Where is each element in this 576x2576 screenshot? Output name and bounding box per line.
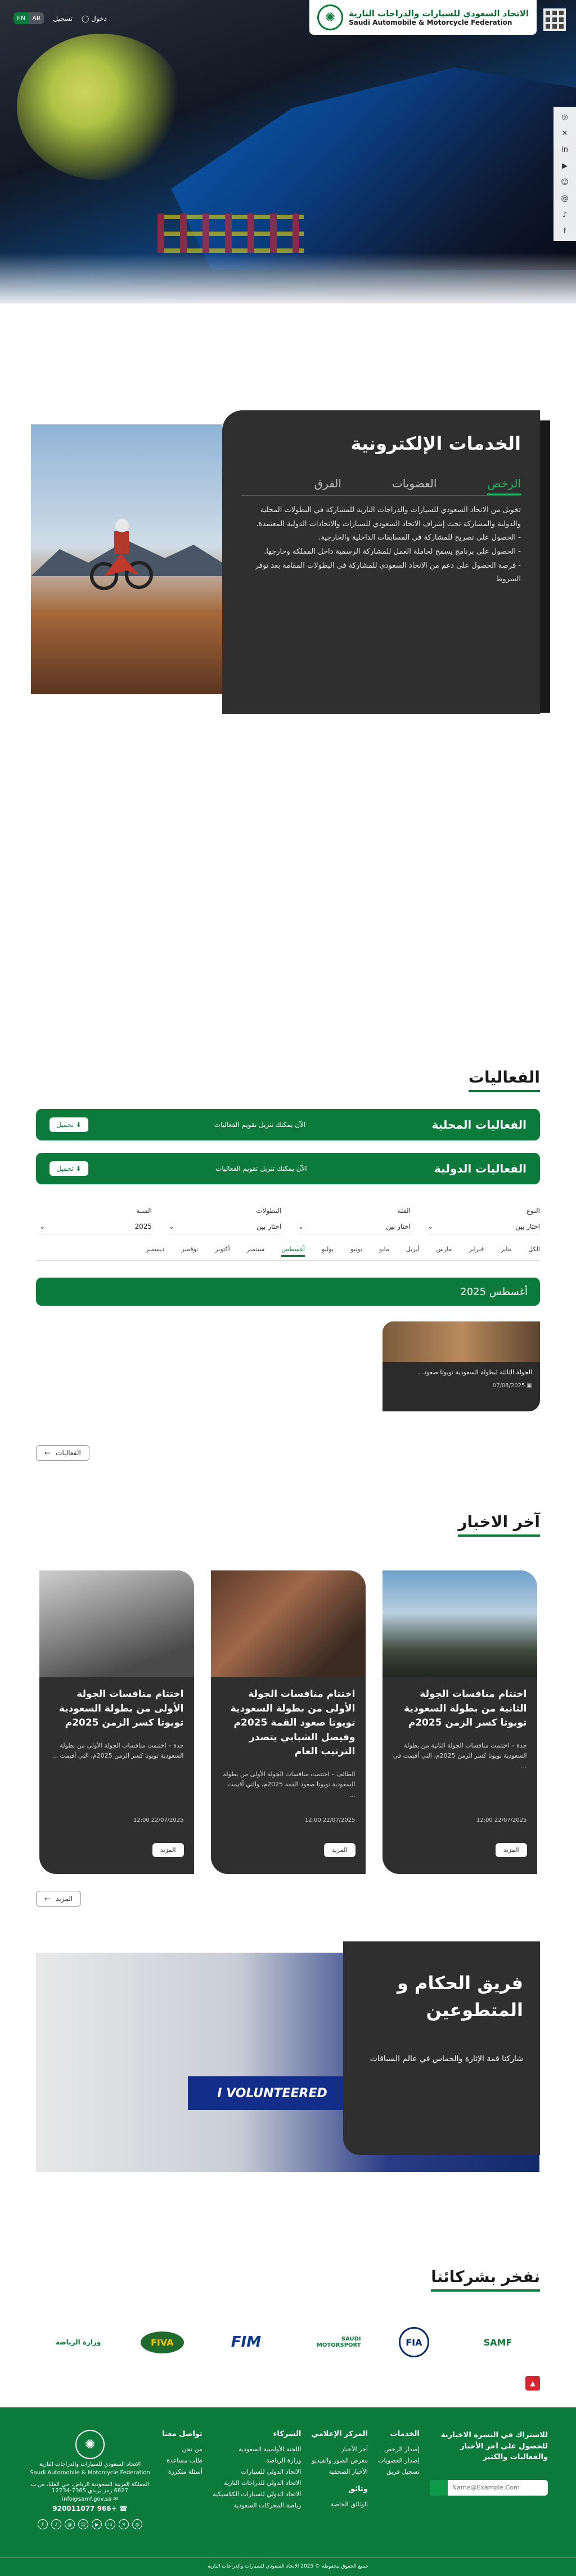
month-tabs [36,1246,540,1261]
filter-category: الفئة اختار بين ⌄ [298,1207,411,1234]
news-more-button[interactable]: المزيد ← [36,1891,81,1907]
user-icon: ◯ [81,14,92,22]
local-events-title: الفعاليات المحلية [431,1118,526,1131]
news-card-image [382,1570,537,1677]
news-card-title: اختتام منافسات الجولة الأولى من بطولة السعودية تويوتا كسر الزمن 2025م [58,1688,184,1728]
chevron-down-icon: ⌄ [169,1223,175,1230]
volunteers-title: فريق الحكام و المتطوعين [397,1972,523,2021]
hero-banner [0,0,576,304]
eservices-card [222,410,540,714]
tab-memberships[interactable]: العضويات [392,477,437,490]
logo-text-en: Saudi Automobile & Motorcycle Federation [349,19,512,26]
chevron-down-icon: ⌄ [428,1223,434,1230]
news-read-more-button[interactable]: المزيد [324,1843,356,1857]
footer-logo-block [28,2430,152,2529]
hero-pixel-pattern [158,214,304,253]
event-card-image [382,1321,540,1362]
instagram-icon[interactable]: ◎ [132,2519,142,2529]
youtube-icon[interactable]: ▶ [92,2519,102,2529]
footer-email[interactable]: ✉ info@samf.gov.sa [62,2496,118,2502]
tiktok-icon[interactable]: ♪ [562,210,568,219]
linkedin-icon[interactable]: in [105,2519,115,2529]
month-tab[interactable]: مارس [436,1246,452,1253]
linkedin-icon[interactable]: in [561,145,568,154]
news-card-date: 12:00 22/07/2025 [304,1817,356,1823]
eservices-bullet: - فرصة الحصول على دعم من الاتحاد السعودي للمشاركة في البطولات المقامة بعد توفر الشروط [255,561,521,584]
event-card-date: ▣ 07/08/2025 [492,1383,532,1389]
intl-events-title: الفعاليات الدولية [434,1162,526,1175]
register-link[interactable]: تسجيل [53,14,73,22]
events-title: الفعاليات [469,1068,540,1092]
event-card-title: الجولة الثالثة لبطولة السعودية تويوتا صعود... [418,1369,532,1376]
footer-social [38,2519,142,2529]
partner-saudi-motorsport-logo[interactable]: SAUDI MOTORSPORT [317,2336,361,2348]
eservices-bullet: - الحصول على برنامج يسمح لحاملة العمل للمشاركة الرسمية داخل المملكة وخارجها. [264,547,521,556]
month-tab[interactable]: سبتمبر [246,1246,265,1253]
eservices-section [0,304,576,753]
partner-fiva-logo[interactable]: FIVA [131,2325,193,2359]
month-tab[interactable]: مايو [379,1246,389,1253]
chevron-down-icon: ⌄ [39,1223,46,1230]
snapchat-icon[interactable]: ☺ [561,178,569,187]
news-section [0,1513,576,1903]
social-rail [554,107,576,241]
footer-link[interactable]: الوثائق الخاصة [330,2501,368,2508]
news-card-date: 12:00 22/07/2025 [476,1817,527,1823]
footer-link[interactable]: اللجنة الأولمبية السعودية [238,2446,302,2453]
month-tab[interactable]: ديسمبر [145,1246,165,1253]
footer-logo-en: Saudi Automobile & Motorcycle Federation [30,2470,150,2476]
tiktok-icon[interactable]: ♪ [51,2519,61,2529]
lang-en[interactable]: EN [14,12,29,24]
type-select[interactable]: اختار بين ⌄ [428,1219,540,1234]
month-tab[interactable]: أكتوبر [215,1246,230,1253]
category-select[interactable]: اختار بين ⌄ [298,1219,411,1234]
partner-ministry-sport-logo[interactable]: وزارة الرياضة [55,2338,101,2346]
month-tab[interactable]: يوليو [321,1246,334,1253]
youtube-icon[interactable]: ▶ [562,161,568,170]
events-section [0,1068,576,1457]
eservices-tabs [241,477,521,496]
footer-link[interactable]: من نحن [182,2446,202,2453]
month-tab[interactable]: فبراير [469,1246,484,1253]
footer-logo-ar: الاتحاد السعودي للسيارات والدراجات النارية [39,2461,141,2468]
instagram-icon[interactable]: ◎ [561,112,568,121]
news-card-title: اختتام منافسات الجولة الأولى من بطولة السعودية تويوتا صعود القمة 2025م وفيصل الشبابي يتصدر الترتيب العام [230,1688,356,1757]
year-select[interactable]: 2025 ⌄ [39,1219,152,1234]
calendar-hint: الآن يمكنك تنزيل تقويم الفعاليات [215,1165,307,1172]
local-events-bar [36,1109,540,1140]
newsletter-title: للاشتراك في النشرة الاخبارية للحصول على آخر الأخبار والفعاليات والكثير [440,2431,548,2461]
footer-partners: الشركاء اللجنة الأولمبية السعودية وزارة الرياضة الاتحاد الدولي للسيارات الاتحاد الدولي للدراجات النارية الاتحاد الدولي للسيارات الكلاسيكية رياضة المحركات السعودية [213,2430,302,2509]
federation-emblem-icon: ✺ [317,4,343,30]
calendar-hint: الآن يمكنك تنزيل تقويم الفعاليات [214,1121,306,1129]
footer-media: المركز الإعلامي آخر الأخبار معرض الصور والفيديو الأخبار الصحفية وثائق الوثائق الخاصة [311,2430,368,2508]
footer-link[interactable]: إصدار الرخص [384,2446,420,2453]
menu-grid-button[interactable] [543,8,566,31]
partner-logos [36,2325,540,2359]
partner-fia-logo[interactable]: FIA [383,2325,445,2359]
chevron-down-icon: ⌄ [298,1223,304,1230]
footer-phone[interactable]: ☎ +966 920011077 [52,2505,128,2512]
footer-link[interactable]: الاتحاد الدولي للسيارات [241,2468,302,2475]
threads-icon[interactable]: @ [561,194,569,203]
events-more-button[interactable]: الفعاليات ← [36,1445,89,1461]
news-card-body: جدة – اختتمت منافسات الجولة الأولى من بطولة السعودية تويوتا كسر الزمن 2025م، التي أقيمت ... [52,1741,184,1760]
footer-link[interactable]: آخر الأخبار [341,2446,368,2453]
news-card-body: الطائف – اختتمت منافسات الجولة الأولى من بطولة السعودية تويوتا صعود القمة 2025م، والتي أقيمت ... [223,1770,356,1799]
month-tab[interactable]: نوفمبر [181,1246,199,1253]
scroll-top-button[interactable] [525,2376,540,2391]
footer-link[interactable]: رياضة المحركات السعودية [233,2502,302,2509]
news-read-more-button[interactable]: المزيد [152,1843,184,1857]
download-icon: ⬇ [73,1121,82,1129]
download-calendar-button[interactable]: ⬇ تحميل [50,1161,88,1176]
news-card-date: 12:00 22/07/2025 [133,1817,184,1823]
volunteers-body: شاركنا قمة الإثارة والحماس في عالم السباقات [370,2054,523,2063]
news-read-more-button[interactable]: المزيد [496,1843,527,1857]
partner-fim-logo[interactable]: FIM [231,2334,262,2351]
arrow-left-icon: ← [44,1449,51,1457]
arrow-left-icon: ← [44,1895,51,1903]
month-tab-active[interactable]: أغسطس [281,1246,305,1257]
download-calendar-button[interactable]: ⬇ تحميل [50,1117,88,1132]
facebook-icon[interactable]: f [563,227,566,236]
newsletter-submit-button[interactable] [430,2480,448,2496]
facebook-icon[interactable]: f [38,2519,48,2529]
footer-link[interactable]: الاتحاد الدولي للسيارات الكلاسيكية [213,2491,302,2498]
footer-contact: تواصل معنا من نحن طلب مساعدة أسئلة متكررة [162,2430,202,2475]
arrow-up-icon: ▲ [530,2379,536,2387]
month-heading: أغسطس 2025 [460,1285,528,1298]
event-filters [36,1207,540,1234]
volunteered-banner: I VOLUNTEERED [188,2076,357,2110]
partner-samf-logo[interactable]: SAMF [483,2337,512,2348]
filter-championship: البطولات اختار بين ⌄ [169,1207,281,1234]
language-switch[interactable] [14,12,44,24]
newsletter-form [430,2480,548,2496]
month-tab[interactable]: يونيو [350,1246,362,1253]
top-left-controls [14,12,107,24]
federation-emblem-icon: ✺ [75,2430,105,2459]
footer-link[interactable]: وزارة الرياضة [266,2457,302,2464]
lang-ar[interactable]: AR [32,15,41,22]
tab-licenses[interactable]: الرخص [487,477,521,495]
footer-link[interactable]: الأخبار الصحفية [328,2468,368,2475]
month-tab[interactable]: الكل [528,1246,540,1253]
month-tab[interactable]: يناير [501,1246,512,1253]
hero-fade [0,253,576,304]
newsletter-email-input[interactable] [448,2480,548,2496]
news-grid [36,1570,540,1874]
partners-title: نفخر بشركائنا [431,2267,540,2292]
filter-type: النوع اختار بين ⌄ [428,1207,540,1234]
news-card-image [39,1570,194,1677]
news-card[interactable] [211,1570,366,1874]
footer-address: المملكة العربية السعودية الرياض، حي العليا، ص.ب 6827 رمز بريدي 7365-12734 [30,2482,150,2494]
championship-select[interactable]: اختار بين ⌄ [169,1219,281,1234]
volunteers-section [36,1953,540,2172]
news-card-image [211,1570,366,1677]
motorcycle-rider-graphic [87,509,155,599]
site-footer [0,2407,576,2576]
eservices-title: الخدمات الإلكترونية [350,433,521,454]
tab-teams[interactable]: الفرق [314,477,341,490]
mail-icon: ✉ [111,2496,118,2502]
calendar-icon: ▣ [525,1383,532,1389]
eservices-description: تخويل من الاتحاد السعودي للسيارات والدراجات النارية للمشاركة في البطولات المحلية والدولية والمشاركة تحت إشراف الاتحاد السعودي للسيارات والاتحادات الدولية المعتمدة. [256,506,521,528]
partners-section [0,2267,576,2359]
news-card[interactable] [39,1570,194,1874]
month-tab[interactable]: أبريل [406,1246,420,1253]
eservices-bullet: - الحصول على تصريح للمشاركة في المسابقات الداخلية والخارجية. [318,533,521,542]
footer-link[interactable]: أسئلة متكررة [168,2468,202,2475]
footer-link[interactable]: طلب مساعدة [166,2457,202,2464]
month-heading-bar [36,1278,540,1306]
top-navigation [0,0,576,39]
footer-services: الخدمات إصدار الرخص إصدار العضويات تسجيل فريق [378,2430,420,2475]
news-card[interactable] [382,1570,537,1874]
snapchat-icon[interactable]: ☺ [78,2519,88,2529]
footer-link[interactable]: معرض الصور والفيديو [312,2457,368,2464]
x-icon[interactable]: ✕ [561,129,568,138]
x-icon[interactable]: ✕ [119,2519,129,2529]
site-logo[interactable] [309,0,537,35]
footer-link[interactable]: تسجيل فريق [386,2468,420,2475]
footer-link[interactable]: الاتحاد الدولي للدراجات النارية [224,2479,302,2487]
filter-year: السنة 2025 ⌄ [39,1207,152,1234]
news-title: آخر الاخبار [458,1513,540,1537]
phone-icon: ☎ [116,2505,128,2512]
news-card-title: اختتام منافسات الجولة الثانية من بطولة السعودية تويوتا كسر الزمن 2025م [404,1688,527,1728]
copyright: جميع الحقوق محفوظة © 2025 الاتحاد السعودي للسيارات والدراجات النارية [0,2557,576,2569]
event-card[interactable] [382,1321,540,1411]
motocross-photo [31,424,222,694]
intl-events-bar [36,1153,540,1184]
newsletter [430,2430,548,2529]
news-card-body: جدة – اختتمت منافسات الجولة الثانية من بطولة السعودية تويوتا كسر الزمن 2025م، التي أقيمت في ... [393,1741,527,1770]
threads-icon[interactable]: @ [65,2519,75,2529]
footer-link[interactable]: إصدار العضويات [378,2457,420,2464]
hero-helmet-graphic [17,34,186,180]
login-link[interactable]: ◯ دخول [81,14,107,22]
logo-text-ar: الاتحاد السعودي للسيارات والدراجات النارية [349,8,529,19]
volunteers-box [343,1941,540,2155]
download-icon: ⬇ [73,1165,82,1172]
